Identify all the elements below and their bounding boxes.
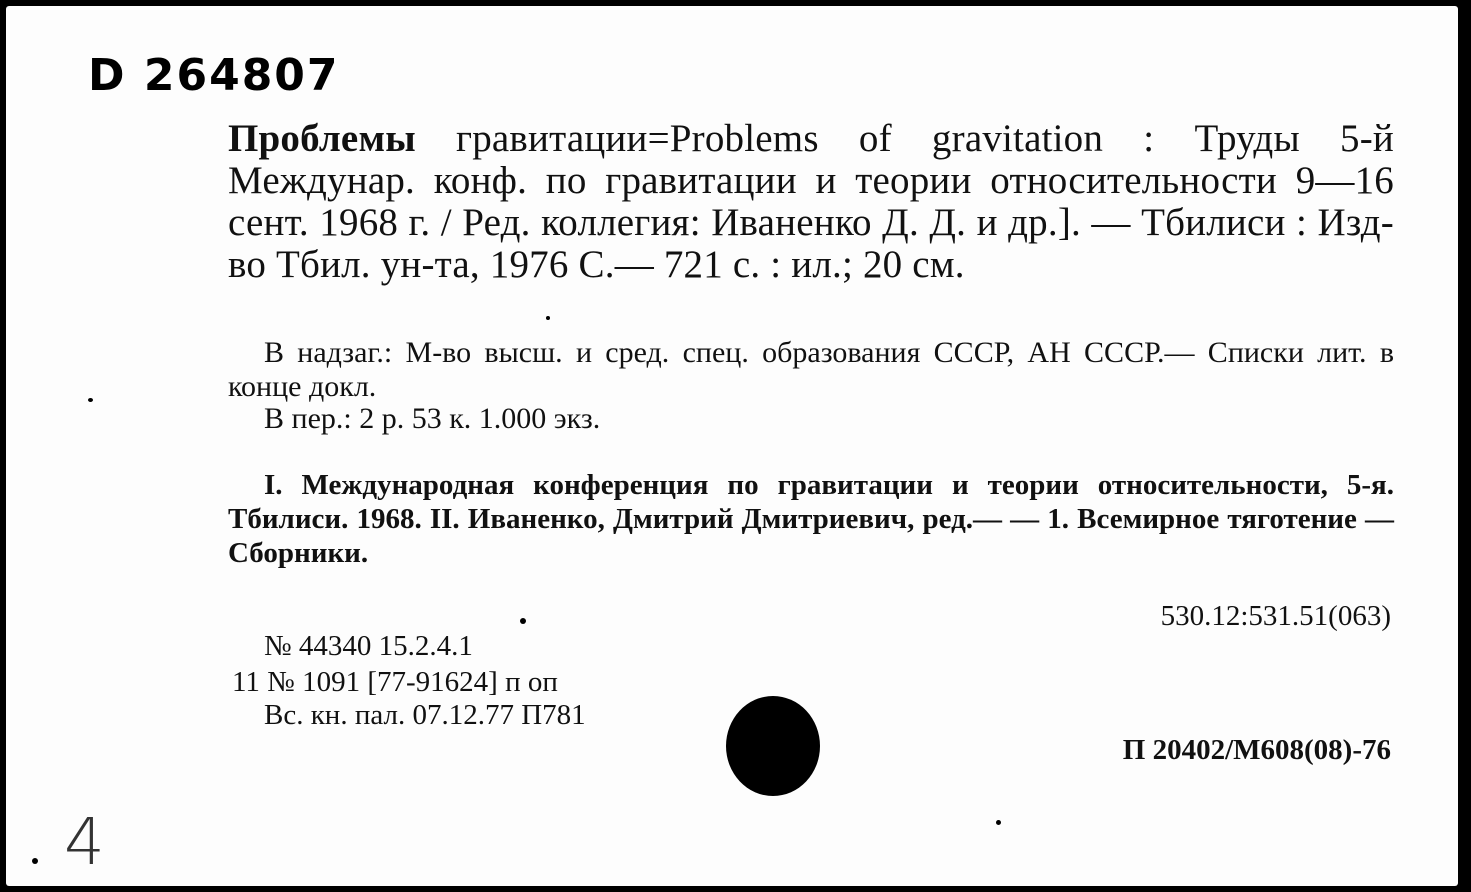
price-code: П 20402/М608(08)-76 [1122, 734, 1391, 766]
speck-3 [546, 316, 550, 320]
note-header: В надзаг.: М-во высш. и сред. спец. образования СССР, АН СССР.— Списки лит. в конце докл. [228, 336, 1394, 403]
title-lead: Проблемы [228, 117, 416, 160]
subject-headings: I. Международная конференция по гравитации и теории относительности, 5-я. Тбилиси. 1968. II. Иваненко, Дмитрий Дмитриевич, ред.— — 1. Всемирное тяготение — Сборники. [228, 469, 1394, 569]
pencil-mark: 4 [64, 806, 105, 880]
punch-hole [726, 696, 820, 796]
registry-number-1: № 44340 15.2.4.1 [264, 630, 473, 662]
title-rest: гравитации=Problems of gravitation : Труды 5-й Междунар. конф. по гравитации и теории относительности 9—16 сент. 1968 г. / Ред. коллегия: Иваненко Д. Д. и др.]. — Тбилиси : Изд-во Тбил. ун-та, 1976 С.— 721 с. : ил.; 20 см. [228, 117, 1394, 286]
speck-2 [88, 398, 93, 402]
catalog-card [6, 6, 1458, 886]
registry-number-3: Вс. кн. пал. 07.12.77 П781 [264, 699, 586, 731]
speck-1 [520, 618, 526, 624]
bibliographic-description [228, 118, 1394, 286]
registry-number-2: 11 № 1091 [77-91624] п оп [232, 666, 558, 698]
note-binding-price: В пер.: 2 р. 53 к. 1.000 экз. [264, 402, 601, 435]
udc-index: 530.12:531.51(063) [1160, 600, 1391, 632]
speck-4 [996, 820, 1001, 825]
speck-5 [32, 858, 38, 864]
call-number: D 264807 [88, 50, 340, 101]
